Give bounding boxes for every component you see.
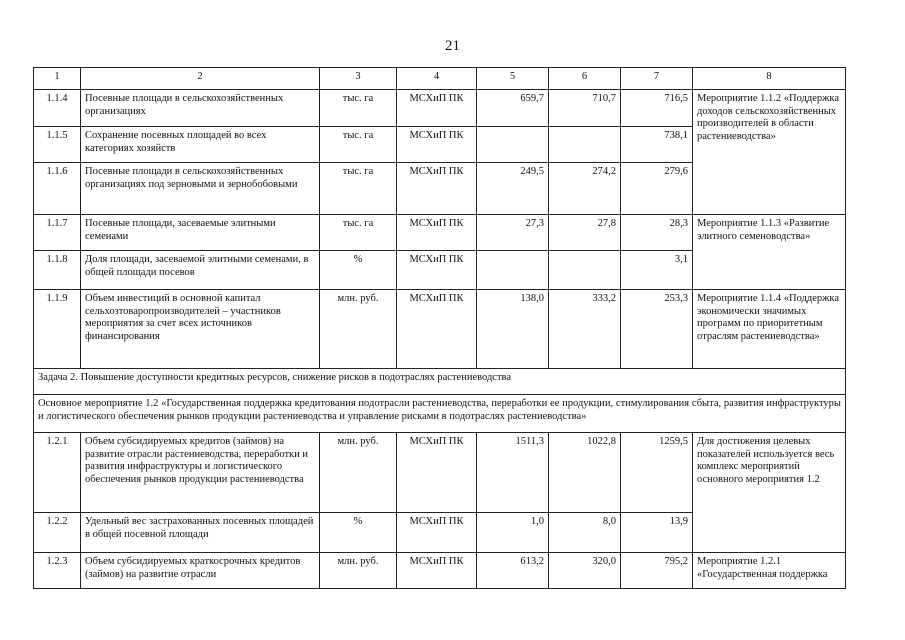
unit-cell: %	[320, 513, 397, 553]
value-cell: 1022,8	[549, 433, 621, 513]
unit-cell: тыс. га	[320, 90, 397, 127]
indicator-name: Посевные площади, засеваемые элитными семенами	[81, 215, 320, 251]
task-heading: Задача 2. Повышение доступности кредитных ресурсов, снижение рисков в подотраслях растениеводства	[34, 369, 846, 395]
unit-cell: тыс. га	[320, 127, 397, 163]
table-row	[34, 290, 846, 369]
value-cell: 27,3	[477, 215, 549, 251]
indicator-name: Доля площади, засеваемой элитными семенами, в общей площади посевов	[81, 251, 320, 290]
source-cell: МСХиП ПК	[397, 127, 477, 163]
column-header: 6	[549, 68, 621, 90]
value-cell: 28,3	[621, 215, 693, 251]
indicator-name: Объем субсидируемых кредитов (займов) на развитие отрасли растениеводства, переработки и развития инфраструктуры и логистического обеспечения рынков продукции растениеводства	[81, 433, 320, 513]
row-number: 1.1.8	[34, 251, 81, 290]
value-cell: 1511,3	[477, 433, 549, 513]
source-cell: МСХиП ПК	[397, 553, 477, 589]
value-cell: 1,0	[477, 513, 549, 553]
page-number: 21	[445, 38, 460, 54]
row-number: 1.1.5	[34, 127, 81, 163]
indicator-name: Посевные площади в сельскохозяйственных организациях	[81, 90, 320, 127]
row-number: 1.2.3	[34, 553, 81, 589]
header-row	[34, 68, 846, 90]
value-cell: 320,0	[549, 553, 621, 589]
event-note: Мероприятие 1.1.2 «Поддержка доходов сельскохозяйственных производителей в области растениеводства»	[693, 90, 846, 215]
value-cell: 1259,5	[621, 433, 693, 513]
task-row	[34, 369, 846, 395]
unit-cell: млн. руб.	[320, 433, 397, 513]
source-cell: МСХиП ПК	[397, 163, 477, 215]
value-cell: 613,2	[477, 553, 549, 589]
value-cell: 8,0	[549, 513, 621, 553]
main-event-row	[34, 395, 846, 433]
column-header: 1	[34, 68, 81, 90]
source-cell: МСХиП ПК	[397, 215, 477, 251]
unit-cell: тыс. га	[320, 163, 397, 215]
value-cell	[549, 251, 621, 290]
unit-cell: млн. руб.	[320, 290, 397, 369]
event-note: Мероприятие 1.1.4 «Поддержка экономически значимых программ по приоритетным отраслям растениеводства»	[693, 290, 846, 369]
value-cell	[549, 127, 621, 163]
indicator-name: Объем субсидируемых краткосрочных кредитов (займов) на развитие отрасли	[81, 553, 320, 589]
indicator-name: Посевные площади в сельскохозяйственных организациях под зерновыми и зернобобовыми	[81, 163, 320, 215]
row-number: 1.1.4	[34, 90, 81, 127]
value-cell: 3,1	[621, 251, 693, 290]
event-note: Мероприятие 1.1.3 «Развитие элитного семеноводства»	[693, 215, 846, 290]
table-row	[34, 215, 846, 251]
value-cell: 795,2	[621, 553, 693, 589]
value-cell: 13,9	[621, 513, 693, 553]
table-row	[34, 90, 846, 127]
value-cell	[477, 127, 549, 163]
row-number: 1.1.7	[34, 215, 81, 251]
source-cell: МСХиП ПК	[397, 251, 477, 290]
column-header: 3	[320, 68, 397, 90]
value-cell: 249,5	[477, 163, 549, 215]
value-cell: 710,7	[549, 90, 621, 127]
unit-cell: %	[320, 251, 397, 290]
column-header: 4	[397, 68, 477, 90]
unit-cell: тыс. га	[320, 215, 397, 251]
value-cell: 738,1	[621, 127, 693, 163]
table-row	[34, 553, 846, 589]
column-header: 7	[621, 68, 693, 90]
indicator-name: Удельный вес застрахованных посевных площадей в общей посевной площади	[81, 513, 320, 553]
column-header: 8	[693, 68, 846, 90]
row-number: 1.2.1	[34, 433, 81, 513]
column-header: 2	[81, 68, 320, 90]
value-cell: 253,3	[621, 290, 693, 369]
indicators-table	[33, 67, 846, 589]
row-number: 1.1.9	[34, 290, 81, 369]
indicator-name: Сохранение посевных площадей во всех категориях хозяйств	[81, 127, 320, 163]
value-cell: 27,8	[549, 215, 621, 251]
value-cell: 274,2	[549, 163, 621, 215]
value-cell: 333,2	[549, 290, 621, 369]
table-row	[34, 433, 846, 513]
row-number: 1.2.2	[34, 513, 81, 553]
event-note: Для достижения целевых показателей используется весь комплекс мероприятий основного мероприятия 1.2	[693, 433, 846, 553]
source-cell: МСХиП ПК	[397, 90, 477, 127]
value-cell	[477, 251, 549, 290]
source-cell: МСХиП ПК	[397, 433, 477, 513]
column-header: 5	[477, 68, 549, 90]
value-cell: 716,5	[621, 90, 693, 127]
source-cell: МСХиП ПК	[397, 513, 477, 553]
event-note: Мероприятие 1.2.1 «Государственная поддержка	[693, 553, 846, 589]
row-number: 1.1.6	[34, 163, 81, 215]
value-cell: 138,0	[477, 290, 549, 369]
value-cell: 279,6	[621, 163, 693, 215]
value-cell: 659,7	[477, 90, 549, 127]
indicator-name: Объем инвестиций в основной капитал сельхозтоваропроизводителей – участников мероприятия за счет всех источников финансирования	[81, 290, 320, 369]
source-cell: МСХиП ПК	[397, 290, 477, 369]
main-event-heading: Основное мероприятие 1.2 «Государственная поддержка кредитования подотрасли растениеводства, переработки ее продукции, стимулирования сбыта, развития инфраструктуры и логистического обеспечения рынков продукции растениеводства и управление рисками в подотраслях растениеводства»	[34, 395, 846, 433]
unit-cell: млн. руб.	[320, 553, 397, 589]
